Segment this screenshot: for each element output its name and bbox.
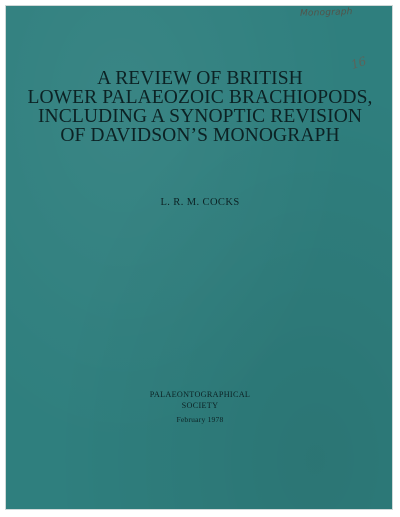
cover-title [20,69,380,145]
title-line: OF DAVIDSON’S MONOGRAPH [60,125,340,146]
title-line: LOWER PALAEOZOIC BRACHIOPODS, [27,87,373,108]
publication-date: February 1978 [176,415,224,424]
publisher-name: PALAEONTOGRAPHICAL [149,390,251,399]
publisher-name: SOCIETY [181,401,219,410]
author-name: L. R. M. COCKS [160,197,240,208]
handwritten-note: Monograph [299,7,353,19]
handwritten-mark: 16 [349,53,369,73]
title-line: A REVIEW OF BRITISH [97,68,303,89]
title-line: INCLUDING A SYNOPTIC REVISION [37,106,363,127]
publisher-block [20,389,380,425]
